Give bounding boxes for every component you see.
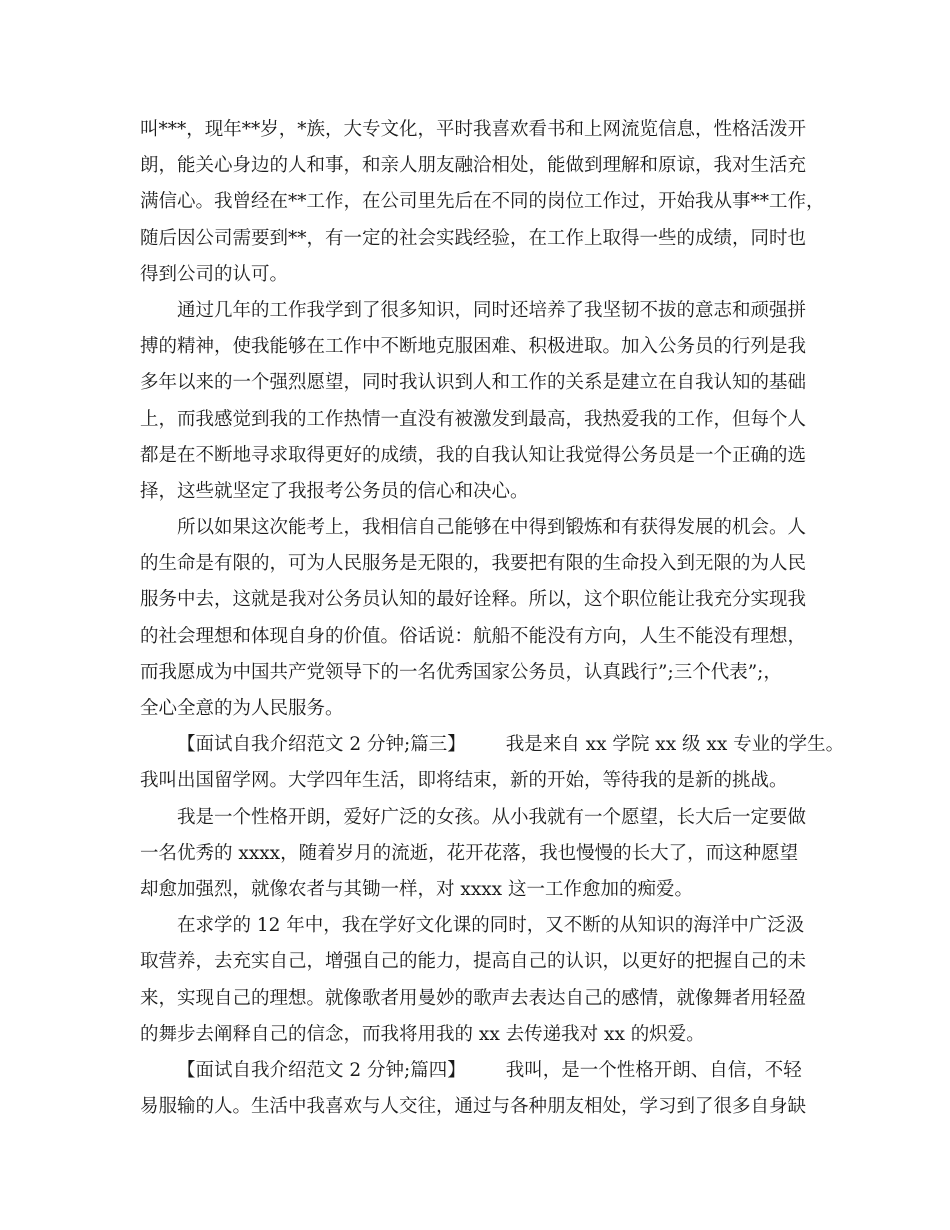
text-line: 服务中去，这就是我对公务员认知的最好诠释。所以，这个职位能让我充分实现我: [140, 589, 807, 611]
text-line: 却愈加强烈，就像农者与其锄一样，对 xxxx 这一工作愈加的痴爱。: [140, 878, 693, 900]
text-line: 得到公司的认可。: [140, 263, 289, 285]
text-line: 搏的精神，使我能够在工作中不断地克服困难、积极进取。加入公务员的行列是我: [140, 336, 807, 358]
paragraph-start-line: 在求学的 12 年中，我在学好文化课的同时，又不断的从知识的海洋中广泛汲: [177, 915, 805, 937]
text-line: 多年以来的一个强烈愿望，同时我认识到人和工作的关系是建立在自我认知的基础: [140, 372, 807, 394]
paragraph-start-line: 我是一个性格开朗，爱好广泛的女孩。从小我就有一个愿望，长大后一定要做: [177, 806, 807, 828]
text-line: 易服输的人。生活中我喜欢与人交往，通过与各种朋友相处，学习到了很多自身缺: [140, 1096, 807, 1118]
text-line: 我叫出国留学网。大学四年生活，即将结束，新的开始，等待我的是新的挑战。: [140, 770, 788, 792]
text-line: 的舞步去阐释自己的信念，而我将用我的 xx 去传递我对 xx 的炽爱。: [140, 1023, 705, 1045]
text-line: 随后因公司需要到**，有一定的社会实践经验，在工作上取得一些的成绩，同时也: [140, 227, 807, 249]
text-line: 的生命是有限的，可为人民服务是无限的，我要把有限的生命投入到无限的为人民: [140, 553, 807, 575]
section-heading-line: [140, 727, 845, 763]
text-line: 满信心。我曾经在**工作，在公司里先后在不同的岗位工作过，开始我从事**工作，: [140, 191, 825, 213]
text-line: 而我愿成为中国共产党领导下的一名优秀国家公务员，认真践行”;三个代表”;，: [140, 661, 782, 683]
section-heading-4: 【面试自我介绍范文 2 分钟;篇四】: [177, 1059, 466, 1081]
section-3-intro: 我是来自 xx 学院 xx 级 xx 专业的学生。: [505, 734, 845, 756]
text-line: 一名优秀的 xxxx，随着岁月的流逝，花开花落，我也慢慢的长大了，而这种愿望: [140, 842, 799, 864]
text-line: 朗，能关心身边的人和事，和亲人朋友融洽相处，能做到理解和原谅，我对生活充: [140, 155, 807, 177]
text-line: 叫***，现年**岁，*族，大专文化，平时我喜欢看书和上网流览信息，性格活泼开: [140, 119, 807, 140]
paragraph-start-line: 通过几年的工作我学到了很多知识，同时还培养了我坚韧不拔的意志和顽强拼: [177, 299, 807, 321]
section-4-intro: 我叫，是一个性格开朗、自信，不轻: [505, 1059, 802, 1081]
section-heading-3: 【面试自我介绍范文 2 分钟;篇三】: [177, 734, 466, 756]
text-line: 的社会理想和体现自身的价值。俗话说：航船不能没有方向，人生不能没有理想，: [140, 625, 807, 647]
document-body: [140, 112, 845, 1125]
text-line: 来，实现自己的理想。就像歌者用曼妙的歌声去表达自己的感情，就像舞者用轻盈: [140, 987, 807, 1009]
text-line: 择，这些就坚定了我报考公务员的信心和决心。: [140, 480, 529, 502]
section-heading-line: [140, 1053, 820, 1089]
text-line: 取营养，去充实自己，增强自己的能力，提高自己的认识，以更好的把握自己的未: [140, 951, 807, 973]
text-line: 全心全意的为人民服务。: [140, 698, 344, 719]
text-line: 上，而我感觉到我的工作热情一直没有被激发到最高，我热爱我的工作，但每个人: [140, 408, 807, 430]
paragraph-start-line: 所以如果这次能考上，我相信自己能够在中得到锻炼和有获得发展的机会。人: [177, 517, 807, 539]
text-line: 都是在不断地寻求取得更好的成绩，我的自我认知让我觉得公务员是一个正确的选: [140, 444, 807, 466]
